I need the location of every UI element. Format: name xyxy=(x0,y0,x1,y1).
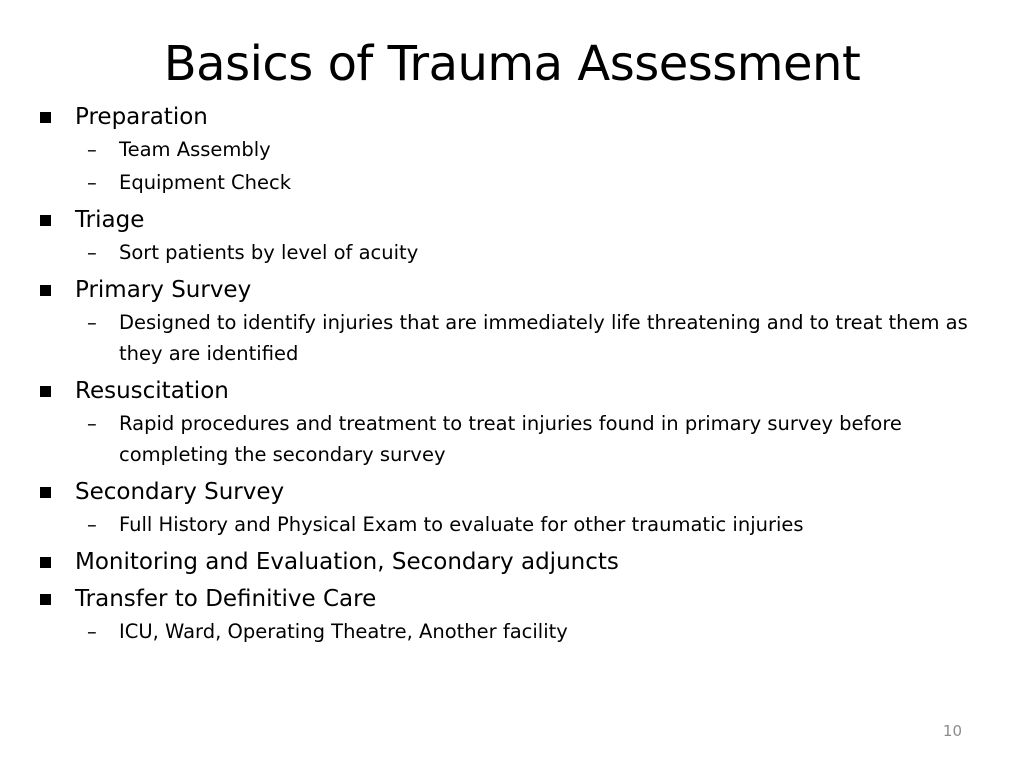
square-bullet-icon xyxy=(40,557,51,568)
bullet-label: Monitoring and Evaluation, Secondary adjuncts xyxy=(75,549,619,575)
bullet-item-resuscitation xyxy=(40,376,970,406)
sub-item-team-assembly xyxy=(40,134,970,165)
square-bullet-icon xyxy=(40,285,51,296)
sub-item-label: Designed to identify injuries that are immediately life threatening and to treat them as they are identified xyxy=(119,311,968,365)
square-bullet-icon xyxy=(40,487,51,498)
bullet-item-primary-survey xyxy=(40,275,970,305)
dash-icon: – xyxy=(87,412,97,435)
sub-item-label: Full History and Physical Exam to evaluate for other traumatic injuries xyxy=(119,513,804,536)
square-bullet-icon xyxy=(40,594,51,605)
dash-icon: – xyxy=(87,513,97,536)
dash-icon: – xyxy=(87,171,97,194)
sub-item-label: Rapid procedures and treatment to treat injuries found in primary survey before completing the secondary survey xyxy=(119,412,902,466)
dash-icon: – xyxy=(87,311,97,334)
square-bullet-icon xyxy=(40,386,51,397)
bullet-label: Transfer to Definitive Care xyxy=(75,586,377,612)
sub-item-sort-patients xyxy=(40,237,970,268)
sub-item-rapid-procedures xyxy=(40,408,970,470)
bullet-item-triage xyxy=(40,205,970,235)
bullet-label: Triage xyxy=(75,207,145,233)
sub-item-designed-to-identify xyxy=(40,307,970,369)
dash-icon: – xyxy=(87,241,97,264)
bullet-label: Preparation xyxy=(75,104,208,130)
sub-item-label: Equipment Check xyxy=(119,171,292,194)
bullet-item-transfer xyxy=(40,584,970,614)
square-bullet-icon xyxy=(40,215,51,226)
bullet-list xyxy=(40,100,970,647)
bullet-item-monitoring xyxy=(40,547,970,577)
sub-item-full-history xyxy=(40,509,970,540)
sub-item-equipment-check xyxy=(40,167,970,198)
sub-item-label: Sort patients by level of acuity xyxy=(119,241,419,264)
sub-item-icu-ward xyxy=(40,616,970,647)
bullet-item-secondary-survey xyxy=(40,477,970,507)
page-number: 10 xyxy=(942,722,962,740)
sub-item-label: Team Assembly xyxy=(119,138,271,161)
bullet-item-preparation xyxy=(40,102,970,132)
bullet-label: Secondary Survey xyxy=(75,479,285,505)
slide-title: Basics of Trauma Assessment xyxy=(163,36,861,92)
bullet-label: Resuscitation xyxy=(75,378,229,404)
bullet-label: Primary Survey xyxy=(75,277,252,303)
dash-icon: – xyxy=(87,138,97,161)
dash-icon: – xyxy=(87,620,97,643)
square-bullet-icon xyxy=(40,112,51,123)
sub-item-label: ICU, Ward, Operating Theatre, Another facility xyxy=(119,620,568,643)
